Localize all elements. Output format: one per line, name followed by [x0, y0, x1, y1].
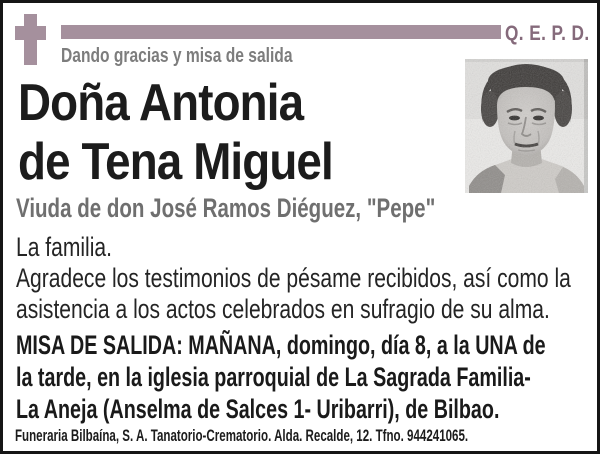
thanks-paragraph-line-1: Agradece los testimonios de pésame recibidos, así como la	[16, 263, 571, 293]
funeral-home-credit: Funeraria Bilbaína, S. A. Tanatorio-Crematorio. Alda. Recalde, 12. Tfno. 944241065.	[15, 426, 469, 445]
relation-subtitle: Viuda de don José Ramos Diéguez, "Pepe"	[16, 193, 436, 223]
deceased-name-line-1: Doña Antonia	[18, 74, 304, 132]
ceremony-tagline: Dando gracias y misa de salida	[61, 45, 293, 67]
mass-announcement-line-1: MISA DE SALIDA: MAÑANA, domingo, día 8, a la UNA de	[16, 330, 546, 360]
family-intro: La familia.	[16, 232, 112, 262]
qepd-text: Q. E. P. D.	[505, 22, 590, 45]
cross-horizontal-bar	[15, 26, 46, 40]
qepd-abbreviation	[505, 22, 600, 46]
thanks-paragraph-line-2: asistencia a los actos celebrados en sufragio de su alma.	[16, 294, 550, 324]
deceased-photo	[465, 59, 588, 193]
mass-announcement-line-2: la tarde, en la iglesia parroquial de La Sagrada Familia-	[16, 362, 531, 392]
header-rule	[61, 25, 501, 39]
portrait-illustration	[465, 59, 588, 193]
deceased-name-line-2: de Tena Miguel	[18, 133, 333, 191]
mass-announcement-line-3: La Aneja (Anselma de Salces 1- Uribarri), de Bilbao.	[16, 394, 500, 424]
